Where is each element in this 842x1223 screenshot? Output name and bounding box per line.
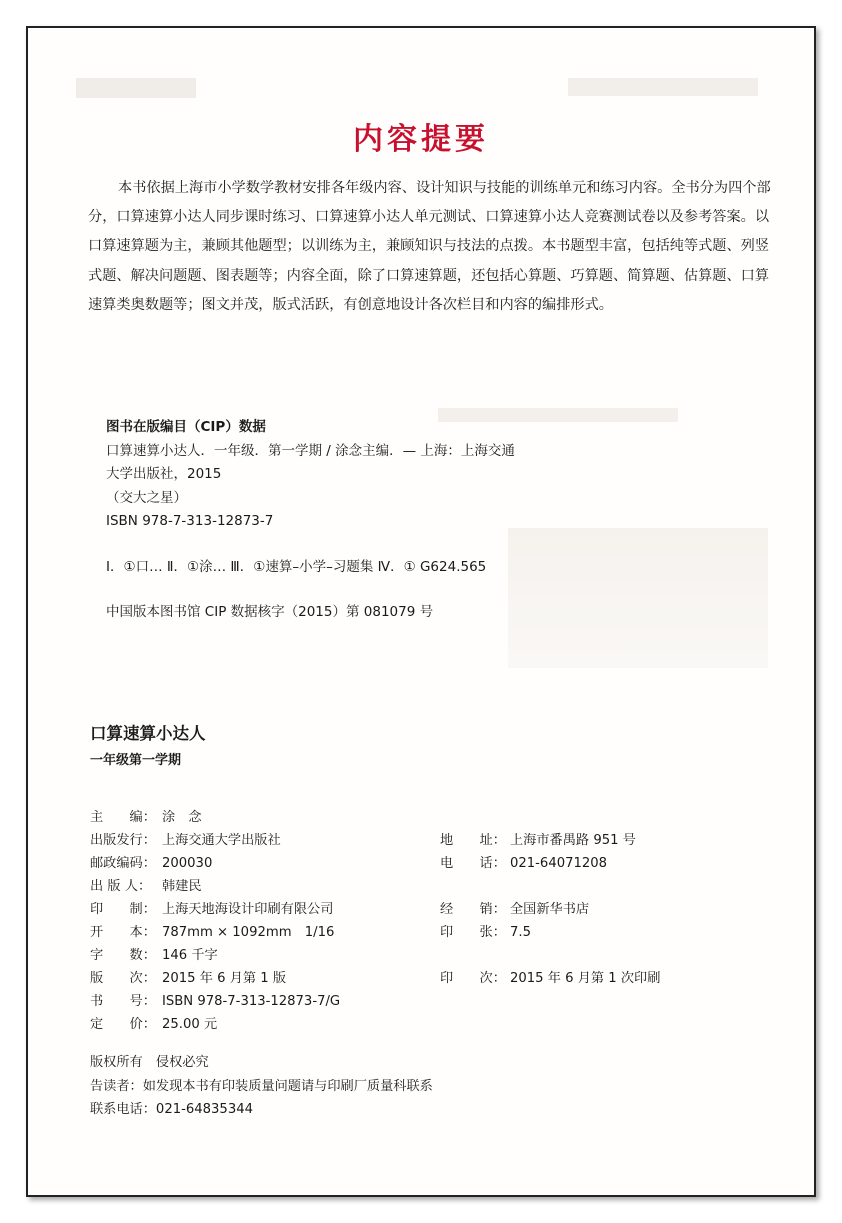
cip-line: 大学出版社，2015 (106, 466, 222, 482)
colophon-value: 200030 (162, 856, 213, 871)
colophon-row (440, 829, 636, 848)
page-title: 内容提要 (353, 122, 489, 157)
colophon-row (90, 806, 202, 825)
colophon-label: 字 数： (90, 948, 156, 963)
summary-text (88, 174, 778, 320)
cip-record: 中国版本图书馆 CIP 数据核字（2015）第 081079 号 (106, 604, 434, 620)
colophon-row (90, 1013, 217, 1032)
colophon-value: 021-64071208 (510, 856, 608, 871)
colophon-label: 版 次： (90, 971, 156, 986)
colophon-value: 上海天地海设计印刷有限公司 (162, 902, 334, 917)
colophon-row (440, 967, 660, 986)
colophon-value: 2015 年 6 月第 1 版 (162, 971, 287, 986)
cip-line: （交大之星） (106, 489, 187, 506)
colophon-row (90, 990, 340, 1009)
cip-line: 口算速算小达人．一年级．第一学期 / 涂念主编．— 上海：上海交通 (106, 442, 515, 459)
colophon-value: 涂 念 (162, 810, 202, 825)
colophon-label: 出版发行： (90, 833, 156, 848)
colophon-row (440, 921, 531, 940)
summary-paragraph: 本书依据上海市小学数学教材安排各年级内容、设计知识与技能的训练单元和练习内容。全书分为四个部分，口算速算小达人同步课时练习、口算速算小达人单元测试、口算速算小达人竞赛测试卷以及参考答案。以口算速算题为主，兼顾其他题型；以训练为主，兼顾知识与技法的点拨。本书题型丰富，包括纯等式题、列竖式题、解决问题题、图表题等；内容全面，除了口算速算题，还包括心算题、巧算题、简算题、估算题、口算速算类奥数题等；图文并茂，版式活跃，有创意地设计各次栏目和内容的编排形式。 (88, 180, 771, 313)
rights-notice: 版权所有 侵权必究 (90, 1055, 209, 1070)
colophon-value: 上海市番禺路 951 号 (510, 833, 636, 848)
colophon-value: 2015 年 6 月第 1 次印刷 (510, 971, 661, 986)
colophon-row (90, 852, 212, 871)
book-subtitle: 一年级第一学期 (90, 753, 182, 768)
colophon-row (90, 875, 202, 894)
cip-block (106, 416, 515, 625)
colophon-value: 上海交通大学出版社 (162, 833, 281, 848)
colophon-row (440, 898, 589, 917)
colophon-value: 全国新华书店 (510, 902, 590, 917)
footer-block (90, 1051, 433, 1122)
contact-phone: 联系电话：021-64835344 (90, 1102, 253, 1117)
colophon-label: 印 次： (440, 971, 506, 986)
book-title: 口算速算小达人 (90, 724, 206, 743)
colophon-row (90, 829, 281, 848)
show-through-decoration (508, 528, 768, 668)
colophon-value: ISBN 978-7-313-12873-7/G (162, 994, 341, 1009)
colophon-label: 印 张： (440, 925, 506, 940)
colophon-row (90, 898, 333, 917)
colophon-label: 邮政编码： (90, 856, 156, 871)
show-through-decoration (568, 78, 758, 96)
reader-notice: 告读者：如发现本书有印装质量问题请与印刷厂质量科联系 (90, 1078, 433, 1094)
colophon-row (440, 852, 607, 871)
cip-classification: Ⅰ．①口… Ⅱ．①涂… Ⅲ．①速算–小学–习题集 Ⅳ．① G624.565 (106, 558, 487, 575)
colophon-label: 电 话： (440, 856, 506, 871)
colophon-value: 787mm × 1092mm 1/16 (162, 925, 335, 940)
cip-isbn: ISBN 978-7-313-12873-7 (106, 513, 274, 529)
colophon-label: 开 本： (90, 925, 156, 940)
colophon-value: 25.00 元 (162, 1017, 218, 1032)
colophon-value: 韩建民 (162, 879, 202, 894)
cip-heading: 图书在版编目（CIP）数据 (106, 419, 266, 435)
colophon-label: 经 销： (440, 902, 506, 917)
colophon-label: 出 版 人： (90, 879, 152, 894)
colophon-row (90, 944, 218, 963)
colophon-label: 地 址： (440, 833, 506, 848)
colophon-value: 7.5 (510, 925, 531, 940)
colophon-row (90, 967, 286, 986)
page-frame (26, 26, 816, 1197)
colophon-value: 146 千字 (162, 948, 218, 963)
colophon-label: 印 制： (90, 902, 156, 917)
colophon-label: 主 编： (90, 810, 156, 825)
show-through-decoration (76, 78, 196, 98)
colophon-label: 定 价： (90, 1017, 156, 1032)
colophon-label: 书 号： (90, 994, 156, 1009)
colophon-row (90, 921, 334, 940)
